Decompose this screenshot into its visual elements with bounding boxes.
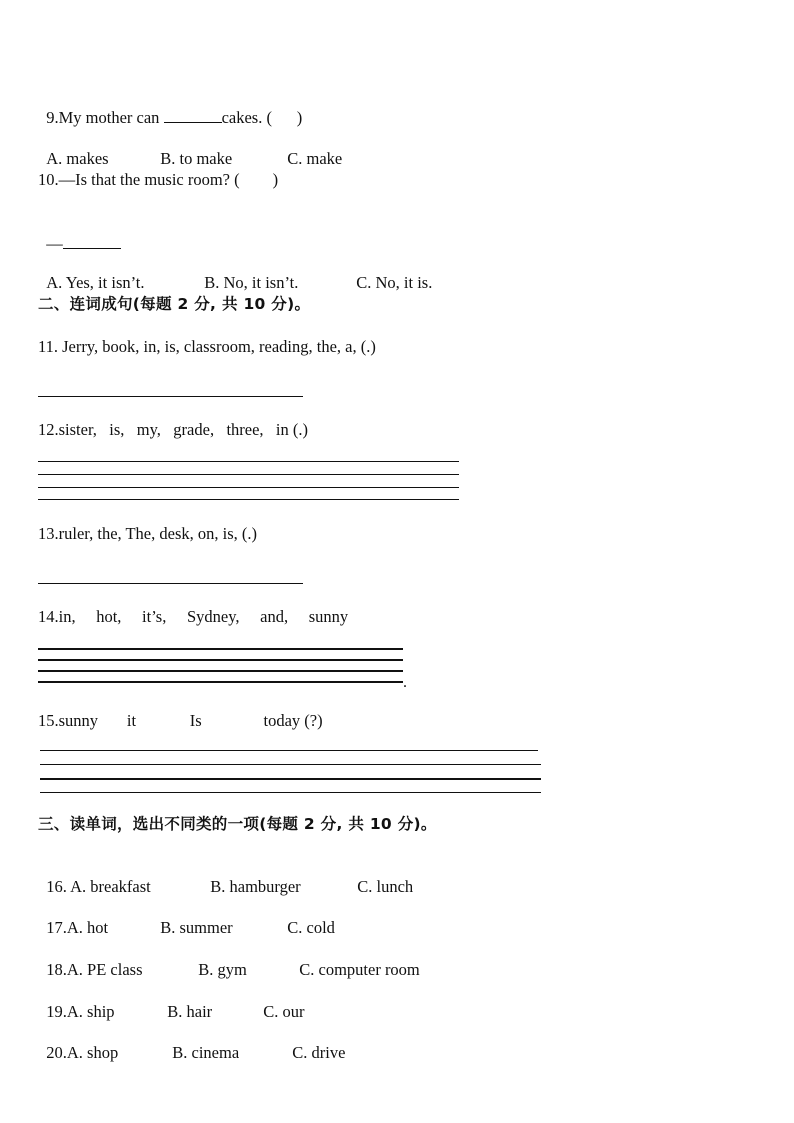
answer-line[interactable] (38, 670, 403, 672)
answer-line[interactable] (40, 750, 538, 751)
answer-line[interactable] (38, 648, 403, 650)
option-c[interactable]: C. drive (292, 1043, 346, 1062)
question-9-stem: 9.My mother can (46, 108, 164, 127)
option-b[interactable]: B. No, it isn’t. (204, 273, 299, 292)
question-20 (38, 1023, 345, 1063)
question-15: 15.sunny it Is today (?) (38, 711, 323, 730)
answer-line[interactable] (38, 681, 403, 683)
answer-line[interactable] (38, 583, 303, 584)
answer-blank[interactable] (164, 107, 222, 123)
question-10-options (38, 253, 432, 293)
question-11: 11. Jerry, book, in, is, classroom, reading, the, a, (.) (38, 337, 376, 356)
option-a[interactable]: A. makes (46, 149, 109, 168)
answer-blank[interactable] (63, 233, 121, 249)
option-a[interactable]: 18.A. PE class (46, 960, 143, 979)
option-b[interactable]: B. summer (160, 918, 233, 937)
option-c[interactable]: C. make (287, 149, 343, 168)
answer-line[interactable] (38, 659, 403, 661)
question-13: 13.ruler, the, The, desk, on, is, (.) (38, 524, 257, 543)
section-2-title: 二、连词成句(每题 2 分, 共 10 分)。 (38, 295, 311, 313)
answer-line[interactable] (40, 764, 541, 765)
option-a[interactable]: 19.A. ship (46, 1002, 115, 1021)
question-17 (38, 898, 335, 938)
option-a[interactable]: 16. A. breakfast (46, 877, 151, 896)
sentence-end-period: . (403, 674, 407, 691)
question-10: 10.—Is that the music room? ( ) (38, 170, 279, 189)
option-c[interactable]: C. No, it is. (356, 273, 433, 292)
question-9-options (38, 129, 342, 169)
question-9 (38, 87, 302, 128)
answer-line[interactable] (38, 499, 459, 500)
answer-line[interactable] (38, 487, 459, 488)
option-b[interactable]: B. hair (167, 1002, 213, 1021)
option-a[interactable]: 20.A. shop (46, 1043, 119, 1062)
dash: — (46, 234, 63, 253)
answer-line[interactable] (40, 792, 541, 793)
option-b[interactable]: B. cinema (172, 1043, 240, 1062)
section-3-title: 三、读单词，选出不同类的一项(每题 2 分, 共 10 分)。 (38, 815, 437, 833)
option-a[interactable]: A. Yes, it isn’t. (46, 273, 145, 292)
option-a[interactable]: 17.A. hot (46, 918, 109, 937)
question-16 (38, 857, 413, 897)
answer-line[interactable] (38, 474, 459, 475)
question-18 (38, 940, 420, 980)
question-14: 14.in, hot, it’s, Sydney, and, sunny (38, 607, 349, 626)
dialogue-answer-line (38, 213, 121, 254)
answer-line[interactable] (38, 396, 303, 397)
option-b[interactable]: B. hamburger (210, 877, 301, 896)
option-c[interactable]: C. lunch (357, 877, 414, 896)
option-b[interactable]: B. gym (198, 960, 247, 979)
option-c[interactable]: C. computer room (299, 960, 420, 979)
question-19 (38, 982, 305, 1022)
question-9-after: cakes. ( ) (221, 108, 303, 127)
question-12: 12.sister, is, my, grade, three, in (.) (38, 420, 309, 439)
option-c[interactable]: C. cold (287, 918, 335, 937)
option-c[interactable]: C. our (263, 1002, 305, 1021)
answer-line[interactable] (38, 461, 459, 462)
answer-line[interactable] (40, 778, 541, 780)
option-b[interactable]: B. to make (160, 149, 233, 168)
